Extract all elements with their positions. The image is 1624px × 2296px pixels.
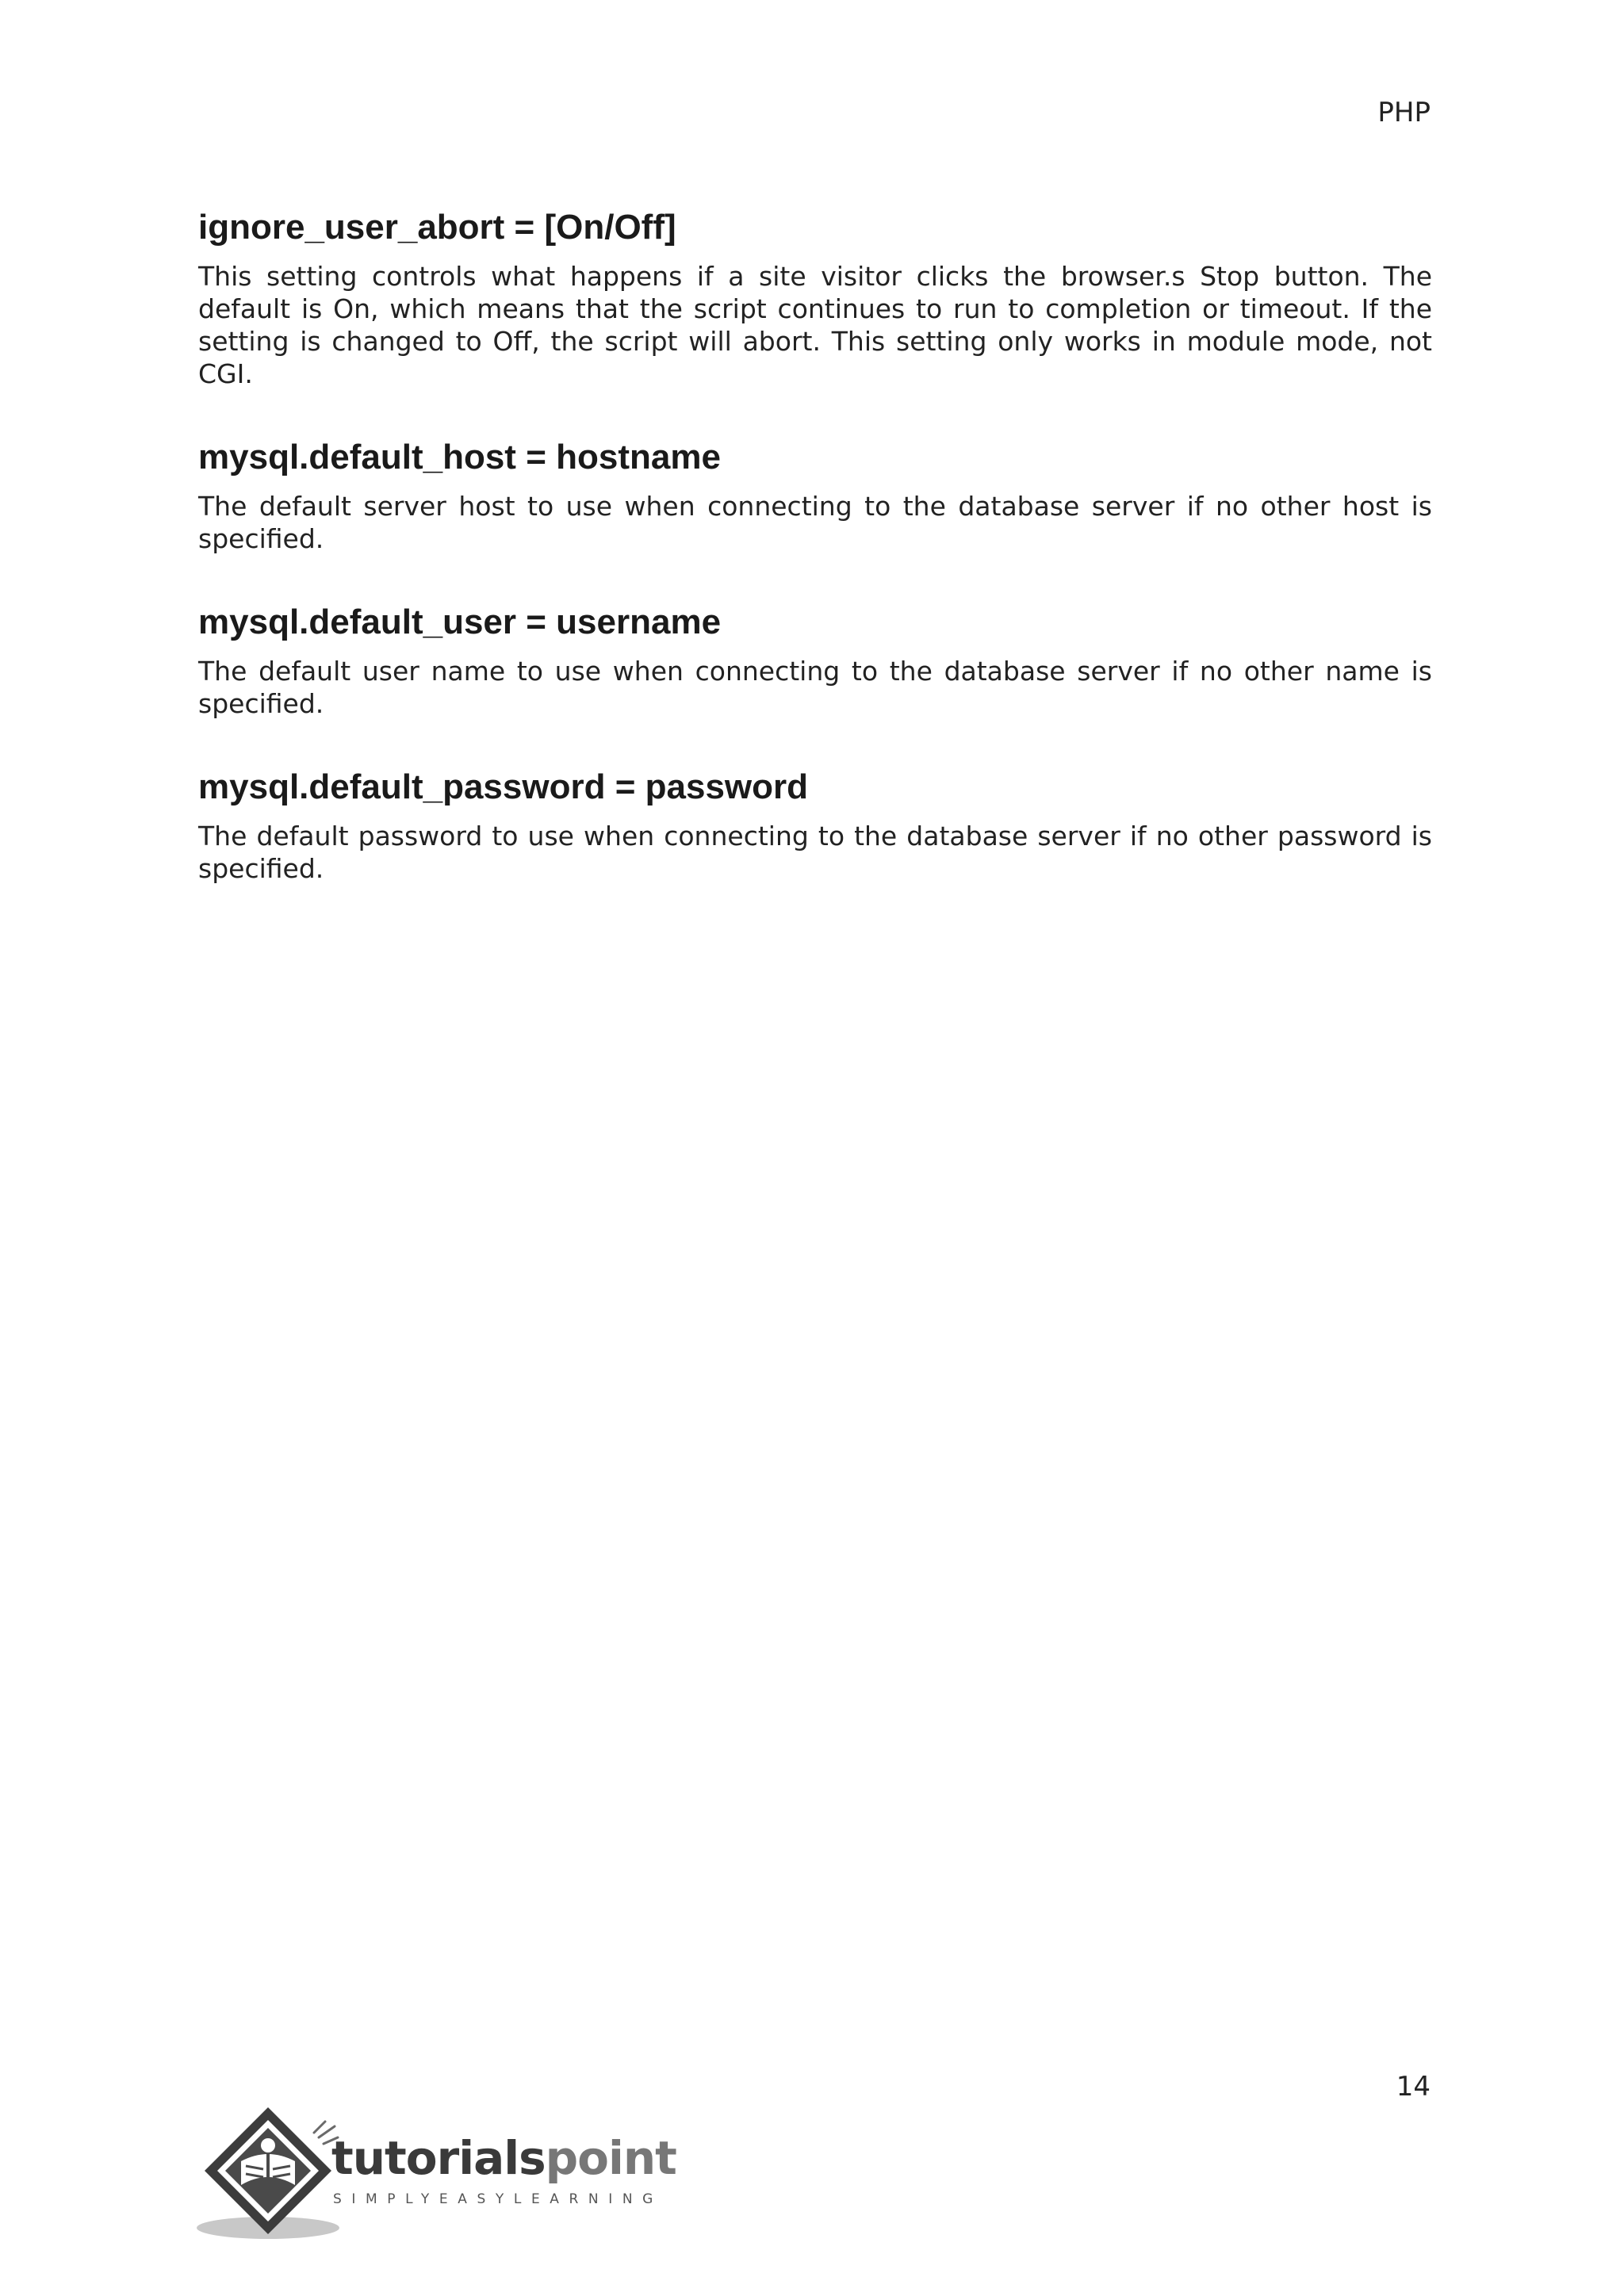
section-mysql-default-password bbox=[198, 764, 1432, 885]
page-content bbox=[198, 205, 1432, 929]
tutorialspoint-logo-icon bbox=[195, 2103, 354, 2245]
section-mysql-default-user bbox=[198, 599, 1432, 720]
logo-word-bold: tutorials bbox=[331, 2131, 546, 2185]
section-heading: ignore_user_abort = [On/Off] bbox=[198, 208, 676, 247]
logo-word-light: point bbox=[545, 2131, 676, 2185]
running-header: PHP bbox=[1377, 97, 1431, 128]
tutorialspoint-logo bbox=[195, 2103, 676, 2245]
section-body: The default password to use when connecting to the database server if no other password is specified. bbox=[198, 821, 1432, 884]
section-body: This setting controls what happens if a site visitor clicks the browser.s Stop button. The default is On, which means that the script continues to run to completion or timeout. If the setting is changed to Off, the script will abort. This setting only works in module mode, not CGI. bbox=[198, 261, 1432, 389]
page-number: 14 bbox=[1396, 2071, 1431, 2103]
section-heading: mysql.default_password = password bbox=[198, 767, 809, 806]
section-heading: mysql.default_host = hostname bbox=[198, 438, 721, 476]
section-heading: mysql.default_user = username bbox=[198, 603, 722, 641]
logo-wordmark bbox=[331, 2131, 676, 2185]
section-body: The default user name to use when connecting to the database server if no other name is specified. bbox=[198, 656, 1432, 719]
logo-tagline: SIMPLYEASYLEARNING bbox=[333, 2191, 663, 2207]
section-ignore-user-abort bbox=[198, 205, 1432, 390]
section-body: The default server host to use when connecting to the database server if no other host is specified. bbox=[198, 491, 1432, 554]
section-mysql-default-host bbox=[198, 434, 1432, 555]
